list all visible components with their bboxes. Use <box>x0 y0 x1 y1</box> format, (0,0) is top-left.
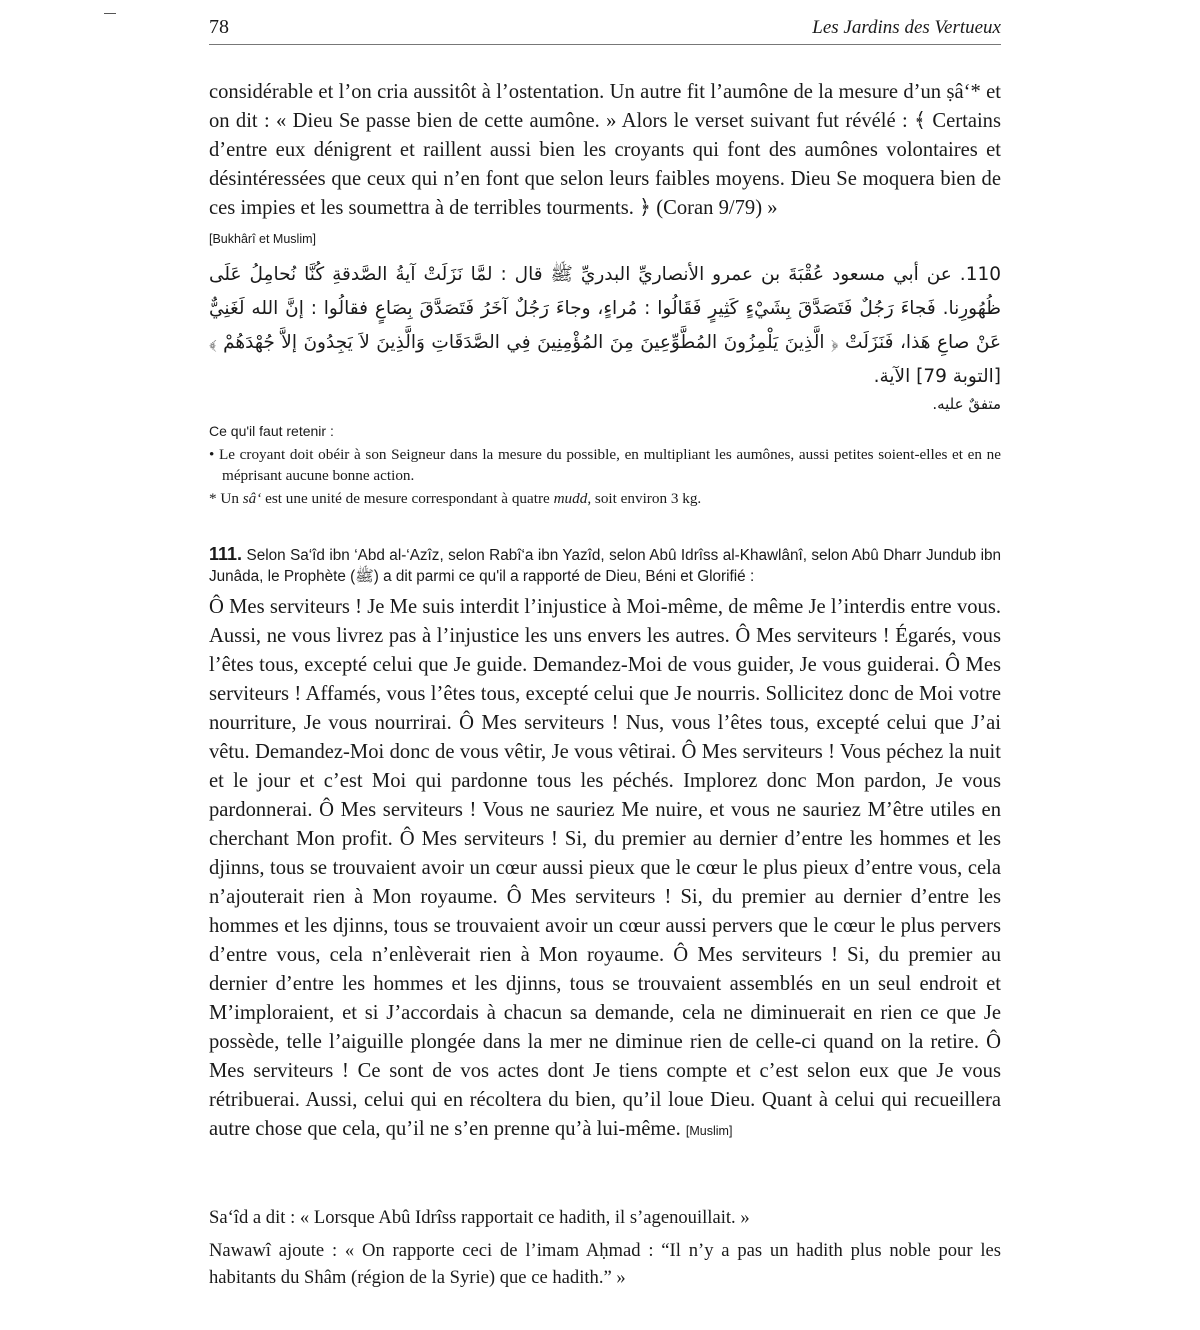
hadith-111-chain <box>209 544 1001 587</box>
hadith-111-body: Ô Mes serviteurs ! Je Me suis interdit l’injustice à Moi-même, de même Je l’interdis entre vous. Aussi, ne vous livrez pas à l’injustice les uns envers les autres. Ô Mes serviteurs ! Égarés, vous l’êtes tous, excepté celui que Je guide. Demandez-Moi de vous guider, Je vous guiderai. Ô Mes serviteurs ! Affamés, vous l’êtes tous, excepté celui que Je nourris. Sollicitez donc de Moi votre nourriture, Je vous nourrirai. Ô Mes serviteurs ! Nus, vous l’êtes tous, excepté celui que J’ai vêtu. Demandez-Moi donc de vous vêtir, Je vous vêtirai. Ô Mes serviteurs ! Vous péchez la nuit et le jour et c’est Moi qui pardonne tous les péchés. Implorez donc Mon pardon, Je vous pardonnerai. Ô Mes serviteurs ! Vous ne sauriez Me nuire, et vous ne sauriez M’être utiles en cherchant Mon profit. Ô Mes serviteurs ! Si, du premier au dernier d’entre les hommes et les djinns, tous se trouvaient avoir un cœur aussi pieux que le cœur le plus pieux d’entre vous, cela n’ajouterait rien à Mon royaume. Ô Mes serviteurs ! Si, du premier au dernier d’entre les hommes et les djinns, tous se trouvaient avoir un cœur aussi pervers que le cœur le plus pervers d’entre vous, cela n’enlèverait rien à Mon royaume. Ô Mes serviteurs ! Si, du premier au dernier d’entre les hommes et les djinns, tous se trouvaient assemblés en un seul endroit et M’imploraient, et si J’accordais à chacun sa demande, cela ne diminuerait en rien ce que Je possède, telle l’aiguille plongée dans la mer ne diminue rien de celle-ci quand on la retire. Ô Mes serviteurs ! Ce sont de vos actes dont Je tiens compte et c’est selon eux que Je vous rétribuerai. Aussi, celui qui en récoltera du bien, qu’il loue Dieu. Quant à celui qui recueillera autre chose que cela, qu’il ne s’en prenne qu’à lui-même. <box>209 596 1001 1140</box>
hadith-111-source: [Muslim] <box>685 1124 733 1138</box>
arabic-closing: متفقٌ عليه. <box>932 395 1001 413</box>
continuation-text: considérable et l’on cria aussitôt à l’ostentation. Un autre fit l’aumône de la mesure d’un ṣâ‘* et on dit : « Dieu Se passe bien de cette aumône. » Alors le verset suivant fut révélé : ﴾ Certains d’entre eux dénigrent et raillent aussi bien les croyants qui font des aumônes volontaires et désintéressées que ceux qui n’en font que selon leurs faibles moyens. Dieu Se moquera bien de ces impies et les soumettra à de terribles tourments. ﴿ (Coran 9/79) » <box>209 81 1001 219</box>
retain-bullet: • Le croyant doit obéir à son Seigneur dans la mesure du possible, en multipliant les aumônes, aussi petites soient-elles et en ne méprisant aucune bonne action. <box>209 446 1001 484</box>
nawawi-note: Nawawî ajoute : « On rapporte ceci de l’imam Aḥmad : “Il n’y a pas un hadith plus noble pour les habitants du Shâm (région de la Syrie) que ce hadith.” » <box>209 1240 1001 1288</box>
said-note: Sa‘îd a dit : « Lorsque Abû Idrîss rapportait ce hadith, il s’agenouillait. » <box>209 1207 750 1228</box>
hadith-number: 111. <box>209 544 243 564</box>
retain-heading: Ce qu'il faut retenir : <box>209 423 334 439</box>
isnad-text: Selon Sa‘îd ibn ‘Abd al-‘Azîz, selon Rabî‘a ibn Yazîd, selon Abû Idrîss al-Khawlânî, selon Abû Dharr Jundub ibn Junâda, le Prophète (ﷺ) a dit parmi ce qu'il a rapporté de Dieu, Béni et Glorifié : <box>209 547 1001 585</box>
footnote: * Un sâ‘ est une unité de mesure correspondant à quatre mudd, soit environ 3 kg. <box>209 490 702 507</box>
arabic-hadith-110: 110. عن أبي مسعود عُقْبَةَ بن عمرو الأنصاريِّ البدريِّ ﷺ قال : لمَّا نَزَلَتْ آيةُ الصَّدقةِ كُنَّا نُحامِلُ عَلَى ظُهُورِنا. فَجاءَ رَجُلٌ فَتَصَدَّقَ بِشَيْءٍ كَثِيرٍ فَقَالُوا : مُراءٍ، وجاءَ رَجُلٌ آخَرُ فَتَصَدَّقَ بِصَاعٍ فقالُوا : إنَّ الله لَغَنِيٌّ عَنْ صاعِ هَذا، فَنَزَلَتْ ﴿ الَّذِينَ يَلْمِزُونَ المُطَّوِّعِينَ مِنَ المُؤْمِنِينَ فِي الصَّدَقَاتِ وَالَّذِينَ لاَ يَجِدُونَ إلاَّ جُهْدَهُمْ ﴾ [التوبة 79] الآية. <box>209 264 1001 387</box>
continuation-paragraph <box>209 78 1001 223</box>
page-number: 78 <box>209 16 229 38</box>
scan-corner-mark <box>104 13 116 14</box>
running-title: Les Jardins des Vertueux <box>812 17 1001 38</box>
source-citation: [Bukhârî et Muslim] <box>209 232 316 246</box>
header-rule <box>209 44 1001 45</box>
page-header <box>209 16 1001 46</box>
retain-section <box>209 444 1001 509</box>
hadith-111-text <box>209 593 1001 1146</box>
